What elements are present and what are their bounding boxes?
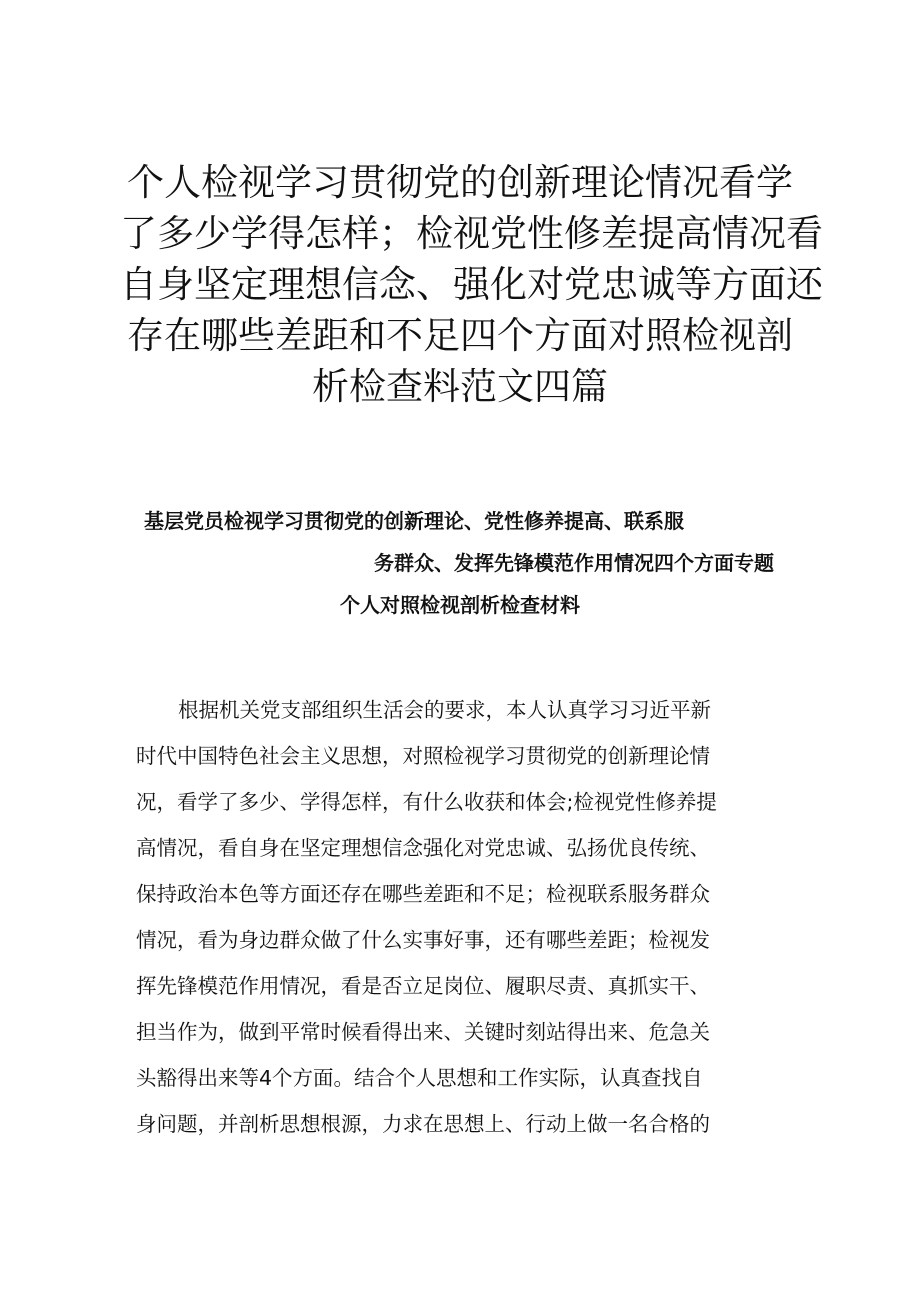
body-line: 担当作为，做到平常时候看得出来、关键时刻站得出来、危急关	[136, 1020, 710, 1044]
subtitle-line: 个人对照检视剖析检查材料	[340, 593, 580, 617]
body-line: 保持政治本色等方面还存在哪些差距和不足；检视联系服务群众	[136, 882, 710, 906]
document-title	[120, 157, 823, 412]
body-line: 挥先锋模范作用情况，看是否立足岗位、履职尽责、真抓实干、	[136, 974, 710, 998]
body-line: 高情况，看自身在坚定理想信念强化对党忠诚、弘扬优良传统、	[136, 836, 710, 860]
title-line: 了多少学得怎样；检视党性修差提高情况看	[120, 212, 823, 255]
title-line: 析检查料范文四篇	[312, 365, 608, 408]
body-line: 根据机关党支部组织生活会的要求，本人认真学习习近平新	[178, 698, 711, 722]
body-line: 况，看学了多少、学得怎样，有什么收获和体会;检视党性修养提	[136, 790, 717, 814]
subtitle-line: 务群众、发挥先锋模范作用情况四个方面专题	[374, 551, 774, 575]
subtitle-line: 基层党员检视学习贯彻党的创新理论、党性修养提高、联系服	[144, 509, 684, 533]
title-line: 自身坚定理想信念、强化对党忠诚等方面还	[120, 263, 823, 306]
body-line: 情况，看为身边群众做了什么实事好事，还有哪些差距；检视发	[136, 928, 710, 952]
body-paragraph	[136, 687, 796, 1147]
title-line: 个人检视学习贯彻党的创新理论情况看学	[127, 161, 793, 204]
title-line: 存在哪些差距和不足四个方面对照检视剖	[127, 314, 793, 357]
body-line: 身问题，并剖析思想根源，力求在思想上、行动上做一名合格的	[136, 1112, 710, 1136]
body-line: 头豁得出来等4个方面。结合个人思想和工作实际，认真查找自	[136, 1066, 703, 1090]
body-line: 时代中国特色社会主义思想，对照检视学习贯彻党的创新理论情	[136, 744, 710, 768]
document-subtitle	[120, 500, 800, 626]
